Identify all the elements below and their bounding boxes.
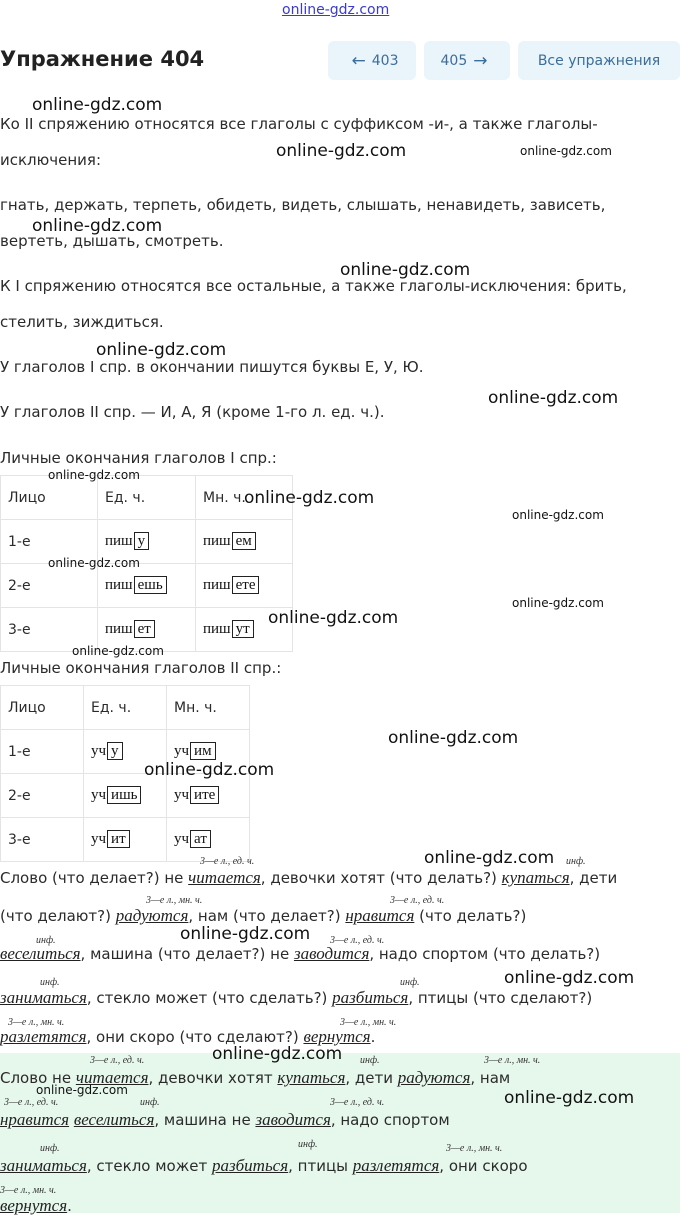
stem: уч (91, 831, 107, 847)
verb: читается (188, 868, 261, 887)
rule-text-line: Ко II спряжению относятся все глаголы с суффиксом -и-, а также глаголы- (0, 115, 598, 133)
rule-text-line: У глаголов II спр. — И, А, Я (кроме 1-го л. ед. ч.). (0, 403, 385, 421)
stem: уч (91, 787, 107, 803)
watermark: online-gdz.com (276, 141, 407, 161)
header-cell: Лицо (1, 476, 98, 520)
verb: разлетятся (352, 1156, 440, 1175)
rule-text-line: вертеть, дышать, смотреть. (0, 232, 224, 250)
verb: нравится (0, 1110, 70, 1129)
grammar-note: инф. (298, 1139, 318, 1150)
site-url[interactable]: online-gdz.com (282, 2, 390, 18)
verb: вернутся (0, 1196, 68, 1215)
prev-exercise-label: 403 (371, 52, 399, 69)
analysis-line: Слово (что делает?) не читается, девочки хотят (что делать?) купаться, дети (0, 868, 618, 887)
table-caption: Личные окончания глаголов I спр.: (0, 449, 277, 467)
stem: пиш (203, 621, 231, 637)
grammar-note: 3—е л., ед. ч. (200, 856, 255, 867)
grammar-note: инф. (40, 1143, 60, 1154)
ending-box: ит (107, 830, 130, 848)
grammar-note: инф. (140, 1097, 160, 1108)
analysis-line: веселиться, машина (что делает?) не заводится, надо спортом (что делать?) (0, 944, 601, 963)
plural-cell (167, 774, 250, 818)
verb: веселиться (73, 1110, 155, 1129)
verb: заводится (293, 944, 370, 963)
all-exercises-button[interactable] (518, 41, 680, 80)
watermark: online-gdz.com (340, 260, 471, 280)
stem: пиш (105, 533, 133, 549)
ending-box: у (134, 532, 150, 550)
ending-box: у (107, 742, 123, 760)
singular-cell (84, 774, 167, 818)
analysis-line: разлетятся, они скоро (что сделают?) вернутся. (0, 1027, 376, 1046)
stem: пиш (105, 621, 133, 637)
verb: читается (75, 1068, 149, 1087)
watermark: online-gdz.com (72, 644, 164, 658)
verb: купаться (277, 1068, 346, 1087)
rule-text-line: К I спряжению относятся все остальные, а также глаголы-исключения: брить, (0, 277, 627, 295)
prev-exercise-button[interactable] (328, 41, 416, 80)
watermark: online-gdz.com (504, 968, 635, 988)
grammar-note: 3—е л., ед. ч. (330, 1097, 385, 1108)
verb: радуются (115, 906, 189, 925)
stem: пиш (203, 533, 231, 549)
grammar-note: инф. (40, 977, 60, 988)
watermark: online-gdz.com (48, 468, 140, 482)
table-header-row (1, 686, 250, 730)
verb: разлетятся (0, 1027, 87, 1046)
watermark: online-gdz.com (512, 508, 604, 522)
grammar-note: 3—е л., ед. ч. (4, 1097, 59, 1108)
person-cell: 3-е (1, 818, 84, 862)
header-cell: Ед. ч. (98, 476, 196, 520)
answer-line: нравится веселиться, машина не заводится, надо спортом (0, 1110, 450, 1129)
person-cell: 2-е (1, 564, 98, 608)
rule-text-line: стелить, зиждиться. (0, 313, 164, 331)
watermark: online-gdz.com (244, 488, 375, 508)
analysis-line: (что делают?) радуются, нам (что делает?) нравится (что делать?) (0, 906, 527, 925)
singular-cell (84, 818, 167, 862)
watermark: online-gdz.com (48, 556, 140, 570)
grammar-note: 3—е л., ед. ч. (330, 935, 385, 946)
plural-cell (196, 520, 293, 564)
header-cell: Мн. ч. (196, 476, 293, 520)
verb: заниматься (0, 988, 87, 1007)
analysis-line: заниматься, стекло может (что сделать?) разбиться, птицы (что сделают?) (0, 988, 593, 1007)
verb: разбиться (332, 988, 409, 1007)
verb: веселиться (0, 944, 81, 963)
ending-box: им (190, 742, 216, 760)
table-caption: Личные окончания глаголов II спр.: (0, 659, 282, 677)
verb: вернутся (303, 1027, 371, 1046)
stem: пиш (203, 577, 231, 593)
verb: радуются (397, 1068, 471, 1087)
stem: уч (174, 787, 190, 803)
person-cell: 2-е (1, 774, 84, 818)
grammar-note: 3—е л., ед. ч. (90, 1055, 145, 1066)
watermark: online-gdz.com (32, 216, 163, 236)
watermark: online-gdz.com (212, 1044, 343, 1064)
grammar-note: 3—е л., мн. ч. (340, 1017, 397, 1028)
watermark: online-gdz.com (180, 924, 311, 944)
plural-cell (167, 818, 250, 862)
watermark: online-gdz.com (504, 1088, 635, 1108)
grammar-note: инф. (36, 935, 56, 946)
grammar-note: 3—е л., мн. ч. (146, 895, 203, 906)
arrow-right-icon: → (473, 50, 488, 71)
verb: купаться (501, 868, 570, 887)
grammar-note: 3—е л., мн. ч. (8, 1017, 65, 1028)
answer-line: Слово не читается, девочки хотят купаться, дети радуются, нам (0, 1068, 511, 1087)
answer-line: вернутся. (0, 1196, 72, 1215)
grammar-note: 3—е л., ед. ч. (390, 895, 445, 906)
ending-box: ете (232, 576, 260, 594)
watermark: online-gdz.com (36, 1083, 128, 1097)
watermark: online-gdz.com (388, 728, 519, 748)
watermark: online-gdz.com (488, 388, 619, 408)
rule-text-line: У глаголов I спр. в окончании пишутся буквы Е, У, Ю. (0, 358, 424, 376)
next-exercise-button[interactable] (424, 41, 510, 80)
header-cell: Лицо (1, 686, 84, 730)
table-row (1, 818, 250, 862)
verb: заводится (255, 1110, 331, 1129)
person-cell: 1-е (1, 520, 98, 564)
rule-text-line: исключения: (0, 151, 101, 169)
ending-box: ат (190, 830, 211, 848)
plural-cell (196, 564, 293, 608)
grammar-note: 3—е л., мн. ч. (0, 1185, 57, 1196)
watermark: online-gdz.com (520, 144, 612, 158)
arrow-left-icon: ← (351, 50, 366, 71)
ending-box: ешь (134, 576, 167, 594)
table-row (1, 520, 293, 564)
grammar-note: 3—е л., мн. ч. (484, 1055, 541, 1066)
person-cell: 1-е (1, 730, 84, 774)
stem: пиш (105, 577, 133, 593)
stem: уч (91, 743, 107, 759)
rule-text-line: гнать, держать, терпеть, обидеть, видеть, слышать, ненавидеть, зависеть, (0, 196, 606, 214)
verb: разбиться (211, 1156, 289, 1175)
singular-cell (98, 564, 196, 608)
header-cell: Мн. ч. (167, 686, 250, 730)
ending-box: ут (232, 620, 254, 638)
person-cell: 3-е (1, 608, 98, 652)
watermark: online-gdz.com (144, 760, 275, 780)
watermark: online-gdz.com (512, 596, 604, 610)
watermark: online-gdz.com (32, 95, 163, 115)
answer-line: заниматься, стекло может разбиться, птицы разлетятся, они скоро (0, 1156, 528, 1175)
watermark: online-gdz.com (96, 340, 227, 360)
table-row (1, 564, 293, 608)
verb: нравится (345, 906, 415, 925)
watermark: online-gdz.com (268, 608, 399, 628)
header-cell: Ед. ч. (84, 686, 167, 730)
grammar-note: 3—е л., мн. ч. (446, 1143, 503, 1154)
ending-box: ет (134, 620, 155, 638)
grammar-note: инф. (400, 977, 420, 988)
stem: уч (174, 831, 190, 847)
grammar-note: инф. (360, 1055, 380, 1066)
next-exercise-label: 405 (440, 52, 468, 69)
page-title: Упражнение 404 (0, 47, 205, 71)
ending-box: ите (190, 786, 219, 804)
ending-box: ем (232, 532, 256, 550)
verb: заниматься (0, 1156, 87, 1175)
all-exercises-label: Все упражнения (537, 52, 661, 69)
grammar-note: инф. (566, 856, 586, 867)
table-row (1, 774, 250, 818)
ending-box: ишь (107, 786, 141, 804)
watermark: online-gdz.com (424, 848, 555, 868)
stem: уч (174, 743, 190, 759)
